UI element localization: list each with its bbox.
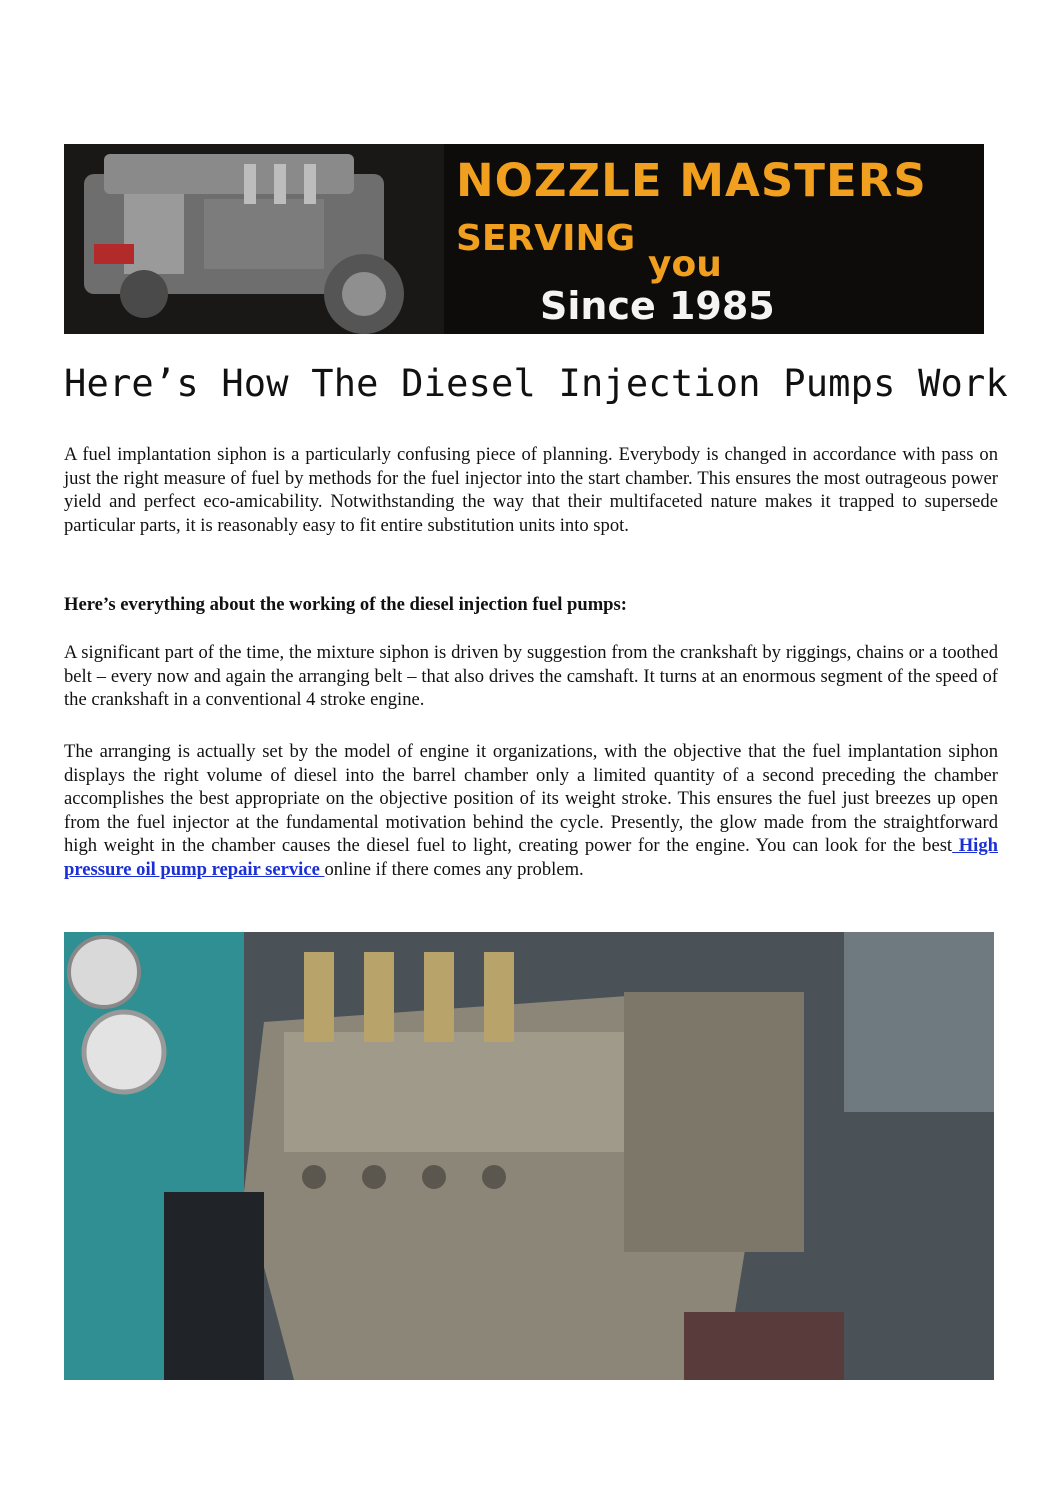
- engine-illustration: [64, 144, 444, 334]
- pump-illustration: [64, 932, 994, 1380]
- brand-name: NOZZLE MASTERS: [456, 154, 927, 207]
- since-text: Since 1985: [540, 284, 775, 328]
- banner-text: [456, 144, 984, 334]
- you-text: you: [648, 244, 722, 285]
- serving-text: SERVING: [456, 218, 636, 259]
- paragraph-crankshaft: A significant part of the time, the mixture siphon is driven by suggestion from the crankshaft by riggings, chains or a toothed belt – every now and again the arranging belt – that also drives the camshaft. It turns at an enormous segment of the speed of the crankshaft in a conventional 4 stroke engine.: [64, 642, 998, 710]
- repair-service-link[interactable]: High pressure oil pump repair service: [64, 835, 998, 880]
- paragraph-timing-text: The arranging is actually set by the model of engine it organizations, with the objective that the fuel implantation siphon displays the right volume of diesel into the barrel chamber only a limited quantity of a second preceding the chamber accomplishes the best appropriate on the objective position of its weight stroke. This ensures the fuel just breezes up open from the fuel injector at the fundamental motivation behind the cycle. Presently, the glow made from the straightforward high weight in the chamber causes the diesel fuel to light, creating power for the engine. You can look for the best: [64, 741, 998, 856]
- section-subheading: Here’s everything about the working of the diesel injection fuel pumps:: [64, 594, 627, 615]
- article-title: Here’s How The Diesel Injection Pumps Work: [64, 362, 1008, 405]
- paragraph-intro: A fuel implantation siphon is a particularly confusing piece of planning. Everybody is changed in accordance with pass on just the right measure of fuel by methods for the fuel injector into the start chamber. This ensures the most outrageous power yield and perfect eco-amicability. Notwithstanding the way that their multifaceted nature makes it trapped to supersede particular parts, it is reasonably easy to fit entire substitution units into spot.: [64, 444, 998, 536]
- header-banner: [64, 144, 984, 334]
- pump-photo: [64, 932, 994, 1380]
- paragraph-timing-end: online if there comes any problem.: [324, 858, 584, 880]
- paragraph-timing: [64, 740, 998, 881]
